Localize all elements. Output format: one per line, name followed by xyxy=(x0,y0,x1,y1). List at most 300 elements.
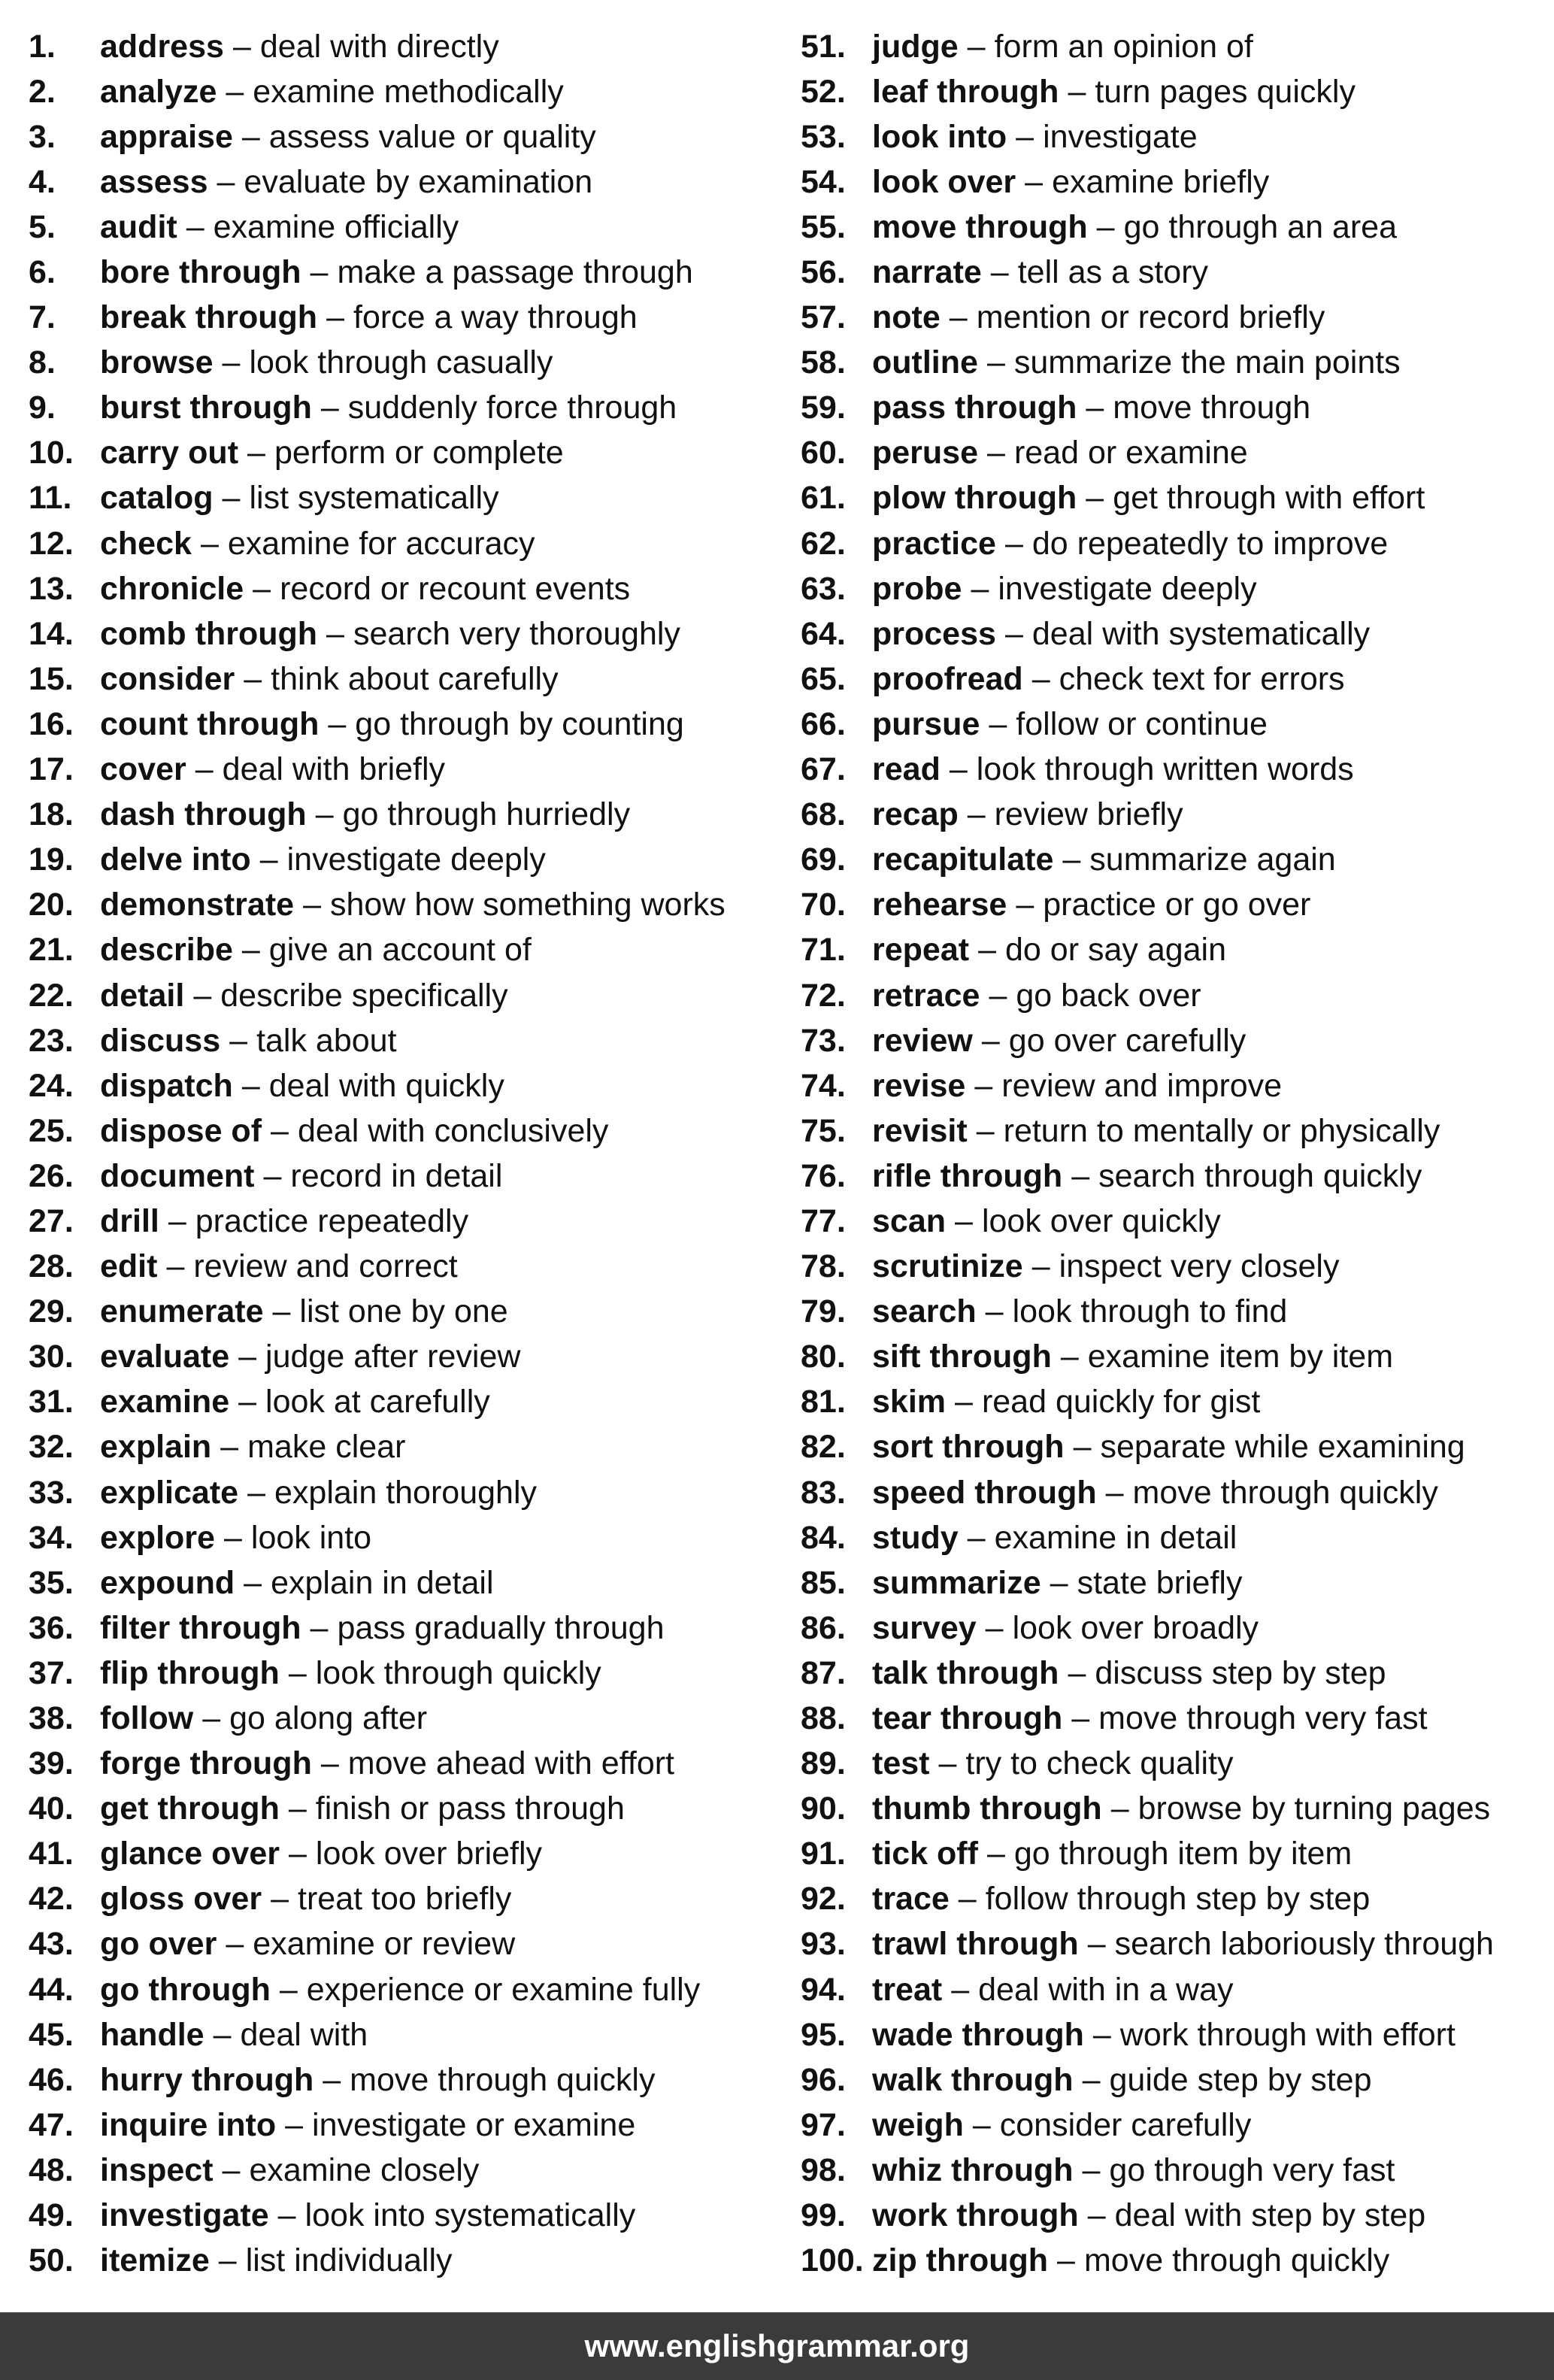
list-item xyxy=(801,1877,1552,1922)
list-item xyxy=(29,1515,780,1560)
item-term: scan xyxy=(872,1202,947,1239)
item-number: 3. xyxy=(29,118,56,155)
list-item xyxy=(801,1605,1552,1651)
list-item xyxy=(801,1515,1552,1560)
item-term: sort through xyxy=(872,1429,1065,1466)
list-item xyxy=(801,205,1552,250)
item-number: 79. xyxy=(801,1293,846,1330)
list-item xyxy=(29,1425,780,1470)
list-item xyxy=(801,973,1552,1018)
item-definition: inspect very closely xyxy=(1059,1248,1340,1285)
item-term: examine xyxy=(100,1384,230,1420)
item-separator: – xyxy=(967,796,986,833)
item-number: 25. xyxy=(29,1112,74,1149)
item-number: 70. xyxy=(801,887,846,923)
item-separator: – xyxy=(958,1881,977,1918)
item-definition: show how something works xyxy=(330,887,726,923)
item-term: peruse xyxy=(872,435,979,471)
item-term: judge xyxy=(872,28,959,65)
list-item xyxy=(801,747,1552,793)
item-definition: search very thoroughly xyxy=(353,615,680,652)
item-number: 21. xyxy=(29,932,74,969)
footer-url[interactable]: www.englishgrammar.org xyxy=(584,2328,970,2363)
item-number: 14. xyxy=(29,615,74,652)
list-item xyxy=(801,2057,1552,2103)
list-item xyxy=(29,1787,780,1832)
item-separator: – xyxy=(949,751,968,788)
item-definition: move through quickly xyxy=(350,2061,656,2098)
item-separator: – xyxy=(263,1157,282,1194)
item-number: 55. xyxy=(801,208,846,245)
item-separator: – xyxy=(222,480,241,517)
item-definition: deal with conclusively xyxy=(297,1112,609,1149)
list-item xyxy=(29,2239,780,2284)
item-term: edit xyxy=(100,1248,158,1285)
list-item xyxy=(29,1922,780,1967)
list-item xyxy=(29,1108,780,1154)
list-item xyxy=(801,341,1552,386)
item-separator: – xyxy=(222,344,241,381)
item-term: sift through xyxy=(872,1339,1052,1375)
item-separator: – xyxy=(967,28,986,65)
item-term: process xyxy=(872,615,996,652)
item-term: revisit xyxy=(872,1112,968,1149)
list-item xyxy=(29,476,780,521)
item-term: appraise xyxy=(100,118,233,155)
item-number: 94. xyxy=(801,1971,846,2008)
item-number: 6. xyxy=(29,254,56,291)
item-term: work through xyxy=(872,2197,1079,2234)
item-separator: – xyxy=(241,932,260,969)
item-term: hurry through xyxy=(100,2061,314,2098)
item-term: describe xyxy=(100,932,233,969)
item-term: walk through xyxy=(872,2061,1074,2098)
item-definition: investigate deeply xyxy=(998,570,1257,607)
item-separator: – xyxy=(981,1022,1000,1059)
item-separator: – xyxy=(315,796,334,833)
item-number: 63. xyxy=(801,570,846,607)
item-term: wade through xyxy=(872,2016,1084,2053)
item-term: flip through xyxy=(100,1654,280,1691)
item-separator: – xyxy=(232,28,251,65)
item-term: go through xyxy=(100,1971,271,2008)
item-separator: – xyxy=(986,1836,1005,1872)
list-item xyxy=(29,431,780,476)
item-definition: go back over xyxy=(1016,977,1201,1014)
item-term: treat xyxy=(872,1971,943,2008)
item-separator: – xyxy=(186,208,204,245)
item-term: gloss over xyxy=(100,1881,262,1918)
item-number: 83. xyxy=(801,1474,846,1511)
item-definition: look through casually xyxy=(249,344,553,381)
item-definition: move through quickly xyxy=(1132,1474,1438,1511)
item-definition: do or say again xyxy=(1005,932,1227,969)
item-term: scrutinize xyxy=(872,1248,1023,1285)
item-definition: pass gradually through xyxy=(337,1609,665,1646)
item-separator: – xyxy=(989,977,1007,1014)
item-number: 38. xyxy=(29,1700,74,1737)
item-separator: – xyxy=(972,2106,991,2143)
item-separator: – xyxy=(202,1700,221,1737)
item-term: retrace xyxy=(872,977,980,1014)
item-term: search xyxy=(872,1293,977,1330)
item-number: 29. xyxy=(29,1293,74,1330)
item-separator: – xyxy=(986,344,1005,381)
word-list xyxy=(0,24,1554,2280)
item-definition: consider carefully xyxy=(999,2106,1252,2143)
item-definition: look into systematically xyxy=(304,2197,636,2234)
item-number: 47. xyxy=(29,2106,74,2143)
item-number: 9. xyxy=(29,390,56,426)
item-number: 52. xyxy=(801,73,846,110)
item-number: 53. xyxy=(801,118,846,155)
item-separator: – xyxy=(1087,1926,1106,1963)
item-number: 42. xyxy=(29,1881,74,1918)
item-definition: state briefly xyxy=(1077,1564,1243,1601)
item-separator: – xyxy=(955,1202,973,1239)
item-number: 20. xyxy=(29,887,74,923)
item-definition: turn pages quickly xyxy=(1095,73,1356,110)
item-separator: – xyxy=(200,525,219,562)
item-definition: evaluate by examination xyxy=(244,163,593,200)
item-number: 75. xyxy=(801,1112,846,1149)
item-definition: investigate xyxy=(1043,118,1198,155)
item-number: 77. xyxy=(801,1202,846,1239)
item-number: 24. xyxy=(29,1067,74,1104)
item-term: survey xyxy=(872,1609,977,1646)
item-separator: – xyxy=(1031,1248,1050,1285)
list-item xyxy=(801,250,1552,295)
item-term: talk through xyxy=(872,1654,1059,1691)
item-definition: examine item by item xyxy=(1087,1339,1394,1375)
item-number: 59. xyxy=(801,390,846,426)
item-number: 50. xyxy=(29,2242,74,2279)
item-term: rehearse xyxy=(872,887,1007,923)
item-separator: – xyxy=(990,254,1009,291)
item-term: revise xyxy=(872,1067,966,1104)
item-separator: – xyxy=(168,1202,186,1239)
item-separator: – xyxy=(1082,2151,1101,2188)
list-item xyxy=(801,566,1552,611)
item-separator: – xyxy=(289,1836,307,1872)
list-item xyxy=(801,69,1552,114)
item-separator: – xyxy=(222,2151,241,2188)
item-term: chronicle xyxy=(100,570,244,607)
item-term: plow through xyxy=(872,480,1077,517)
item-number: 40. xyxy=(29,1790,74,1827)
item-term: weigh xyxy=(872,2106,964,2143)
item-definition: experience or examine fully xyxy=(306,1971,701,2008)
list-item xyxy=(29,2012,780,2057)
list-item xyxy=(801,1063,1552,1108)
item-definition: look through to find xyxy=(1012,1293,1288,1330)
item-term: inspect xyxy=(100,2151,214,2188)
item-number: 89. xyxy=(801,1745,846,1782)
item-number: 45. xyxy=(29,2016,74,2053)
item-number: 56. xyxy=(801,254,846,291)
item-term: handle xyxy=(100,2016,204,2053)
item-number: 39. xyxy=(29,1745,74,1782)
item-separator: – xyxy=(978,932,996,969)
item-number: 34. xyxy=(29,1519,74,1556)
item-definition: deal with quickly xyxy=(268,1067,504,1104)
item-definition: make a passage through xyxy=(337,254,693,291)
list-item xyxy=(29,341,780,386)
list-item xyxy=(29,24,780,69)
list-item xyxy=(29,702,780,747)
list-item xyxy=(29,1245,780,1290)
list-item xyxy=(801,1832,1552,1877)
item-definition: read quickly for gist xyxy=(981,1384,1261,1420)
item-definition: perform or complete xyxy=(274,435,564,471)
item-separator: – xyxy=(1050,1564,1068,1601)
item-number: 51. xyxy=(801,28,846,65)
item-definition: treat too briefly xyxy=(298,1881,512,1918)
item-number: 41. xyxy=(29,1836,74,1872)
item-separator: – xyxy=(223,1519,242,1556)
item-number: 82. xyxy=(801,1429,846,1466)
item-separator: – xyxy=(949,299,968,336)
item-number: 11. xyxy=(29,480,72,517)
list-item xyxy=(29,386,780,431)
item-separator: – xyxy=(195,751,214,788)
item-separator: – xyxy=(271,1112,289,1149)
item-number: 99. xyxy=(801,2197,846,2234)
item-number: 17. xyxy=(29,751,74,788)
list-item xyxy=(29,1696,780,1741)
list-item xyxy=(801,793,1552,838)
item-term: dispose of xyxy=(100,1112,262,1149)
item-separator: – xyxy=(218,2242,237,2279)
item-separator: – xyxy=(1004,525,1023,562)
item-number: 28. xyxy=(29,1248,74,1285)
list-item xyxy=(801,1742,1552,1787)
item-definition: review and correct xyxy=(193,1248,458,1285)
item-separator: – xyxy=(987,435,1005,471)
item-definition: list systematically xyxy=(249,480,499,517)
item-term: dispatch xyxy=(100,1067,233,1104)
item-separator: – xyxy=(985,1293,1004,1330)
item-number: 26. xyxy=(29,1157,74,1194)
item-term: summarize xyxy=(872,1564,1041,1601)
list-item xyxy=(801,1787,1552,1832)
item-number: 16. xyxy=(29,705,74,742)
item-number: 13. xyxy=(29,570,74,607)
list-item xyxy=(29,656,780,702)
item-definition: go through by counting xyxy=(355,705,684,742)
item-number: 19. xyxy=(29,841,74,878)
item-definition: look through written words xyxy=(976,751,1354,788)
list-item xyxy=(29,1290,780,1335)
item-number: 74. xyxy=(801,1067,846,1104)
item-definition: look over briefly xyxy=(315,1836,543,1872)
item-separator: – xyxy=(244,660,262,697)
list-item xyxy=(801,1154,1552,1199)
item-number: 49. xyxy=(29,2197,74,2234)
item-definition: review and improve xyxy=(1001,1067,1283,1104)
item-separator: – xyxy=(1086,480,1104,517)
list-item xyxy=(801,24,1552,69)
item-definition: list one by one xyxy=(299,1293,508,1330)
list-item xyxy=(29,521,780,566)
item-number: 36. xyxy=(29,1609,74,1646)
item-number: 85. xyxy=(801,1564,846,1601)
item-term: itemize xyxy=(100,2242,210,2279)
list-item xyxy=(801,1018,1552,1063)
item-separator: – xyxy=(938,1745,957,1782)
item-separator: – xyxy=(303,887,321,923)
list-item xyxy=(29,1018,780,1063)
item-definition: read or examine xyxy=(1013,435,1248,471)
item-number: 92. xyxy=(801,1881,846,1918)
item-definition: record in detail xyxy=(290,1157,503,1194)
item-definition: force a way through xyxy=(353,299,638,336)
item-number: 67. xyxy=(801,751,846,788)
item-separator: – xyxy=(1087,2197,1106,2234)
item-number: 66. xyxy=(801,705,846,742)
item-separator: – xyxy=(326,299,344,336)
item-separator: – xyxy=(1057,2242,1075,2279)
item-definition: move ahead with effort xyxy=(347,1745,675,1782)
item-separator: – xyxy=(967,1519,986,1556)
item-number: 90. xyxy=(801,1790,846,1827)
item-term: trace xyxy=(872,1881,950,1918)
item-separator: – xyxy=(288,1790,307,1827)
item-term: move through xyxy=(872,208,1088,245)
item-term: explicate xyxy=(100,1474,239,1511)
item-number: 64. xyxy=(801,615,846,652)
item-term: drill xyxy=(100,1202,159,1239)
list-item xyxy=(29,1967,780,2012)
item-number: 8. xyxy=(29,344,56,381)
list-item xyxy=(801,2194,1552,2239)
item-term: expound xyxy=(100,1564,235,1601)
item-term: pursue xyxy=(872,705,980,742)
item-number: 87. xyxy=(801,1654,846,1691)
item-number: 93. xyxy=(801,1926,846,1963)
item-number: 44. xyxy=(29,1971,74,2008)
list-item xyxy=(29,928,780,973)
list-item xyxy=(29,2057,780,2103)
list-item xyxy=(801,1922,1552,1967)
item-definition: look over quickly xyxy=(981,1202,1221,1239)
item-definition: examine in detail xyxy=(994,1519,1237,1556)
item-separator: – xyxy=(213,2016,232,2053)
item-number: 10. xyxy=(29,435,74,471)
item-term: enumerate xyxy=(100,1293,264,1330)
item-number: 60. xyxy=(801,435,846,471)
item-definition: move through quickly xyxy=(1083,2242,1390,2279)
list-item xyxy=(29,1651,780,1696)
item-term: outline xyxy=(872,344,978,381)
list-item xyxy=(801,1245,1552,1290)
list-item xyxy=(29,611,780,656)
list-item xyxy=(29,1063,780,1108)
item-separator: – xyxy=(247,1474,265,1511)
item-term: audit xyxy=(100,208,177,245)
item-number: 100. xyxy=(801,2242,864,2279)
item-separator: – xyxy=(1082,2061,1101,2098)
item-term: leaf through xyxy=(872,73,1059,110)
item-number: 71. xyxy=(801,932,846,969)
item-separator: – xyxy=(272,1293,291,1330)
item-definition: look over broadly xyxy=(1012,1609,1259,1646)
list-item xyxy=(29,838,780,883)
list-item xyxy=(801,2148,1552,2193)
list-item xyxy=(29,1199,780,1244)
item-separator: – xyxy=(955,1384,973,1420)
item-definition: examine or review xyxy=(253,1926,516,1963)
list-item xyxy=(801,656,1552,702)
item-number: 32. xyxy=(29,1429,74,1466)
item-number: 80. xyxy=(801,1339,846,1375)
item-term: cover xyxy=(100,751,186,788)
list-item xyxy=(801,2239,1552,2284)
item-separator: – xyxy=(253,570,271,607)
list-item xyxy=(29,566,780,611)
item-number: 30. xyxy=(29,1339,74,1375)
list-item xyxy=(801,1967,1552,2012)
item-number: 98. xyxy=(801,2151,846,2188)
item-number: 88. xyxy=(801,1700,846,1737)
item-definition: finish or pass through xyxy=(315,1790,625,1827)
item-term: review xyxy=(872,1022,973,1059)
item-definition: examine for accuracy xyxy=(227,525,535,562)
item-term: narrate xyxy=(872,254,982,291)
item-separator: – xyxy=(989,705,1007,742)
list-item xyxy=(801,114,1552,159)
item-term: detail xyxy=(100,977,185,1014)
item-number: 12. xyxy=(29,525,74,562)
list-item xyxy=(801,1560,1552,1605)
item-definition: list individually xyxy=(245,2242,453,2279)
list-item xyxy=(801,431,1552,476)
item-definition: talk about xyxy=(256,1022,397,1059)
item-number: 95. xyxy=(801,2016,846,2053)
list-item xyxy=(801,1470,1552,1515)
item-term: forge through xyxy=(100,1745,312,1782)
item-term: trawl through xyxy=(872,1926,1079,1963)
item-separator: – xyxy=(1086,390,1104,426)
item-term: repeat xyxy=(872,932,970,969)
list-item xyxy=(29,296,780,341)
item-term: delve into xyxy=(100,841,251,878)
item-definition: try to check quality xyxy=(965,1745,1234,1782)
item-separator: – xyxy=(247,435,265,471)
item-separator: – xyxy=(1071,1700,1090,1737)
item-definition: search through quickly xyxy=(1098,1157,1422,1194)
item-number: 23. xyxy=(29,1022,74,1059)
item-term: tick off xyxy=(872,1836,978,1872)
item-number: 72. xyxy=(801,977,846,1014)
list-item xyxy=(801,1380,1552,1425)
item-definition: examine briefly xyxy=(1052,163,1270,200)
item-definition: summarize again xyxy=(1089,841,1336,878)
item-term: demonstrate xyxy=(100,887,295,923)
item-term: dash through xyxy=(100,796,307,833)
footer-bar xyxy=(0,2312,1554,2380)
item-number: 84. xyxy=(801,1519,846,1556)
item-term: document xyxy=(100,1157,255,1194)
word-list-column-right xyxy=(801,24,1552,2284)
item-separator: – xyxy=(1068,1654,1086,1691)
item-number: 27. xyxy=(29,1202,74,1239)
item-separator: – xyxy=(1068,73,1086,110)
list-item xyxy=(801,1199,1552,1244)
item-number: 81. xyxy=(801,1384,846,1420)
item-definition: examine officially xyxy=(213,208,459,245)
item-definition: describe specifically xyxy=(220,977,508,1014)
